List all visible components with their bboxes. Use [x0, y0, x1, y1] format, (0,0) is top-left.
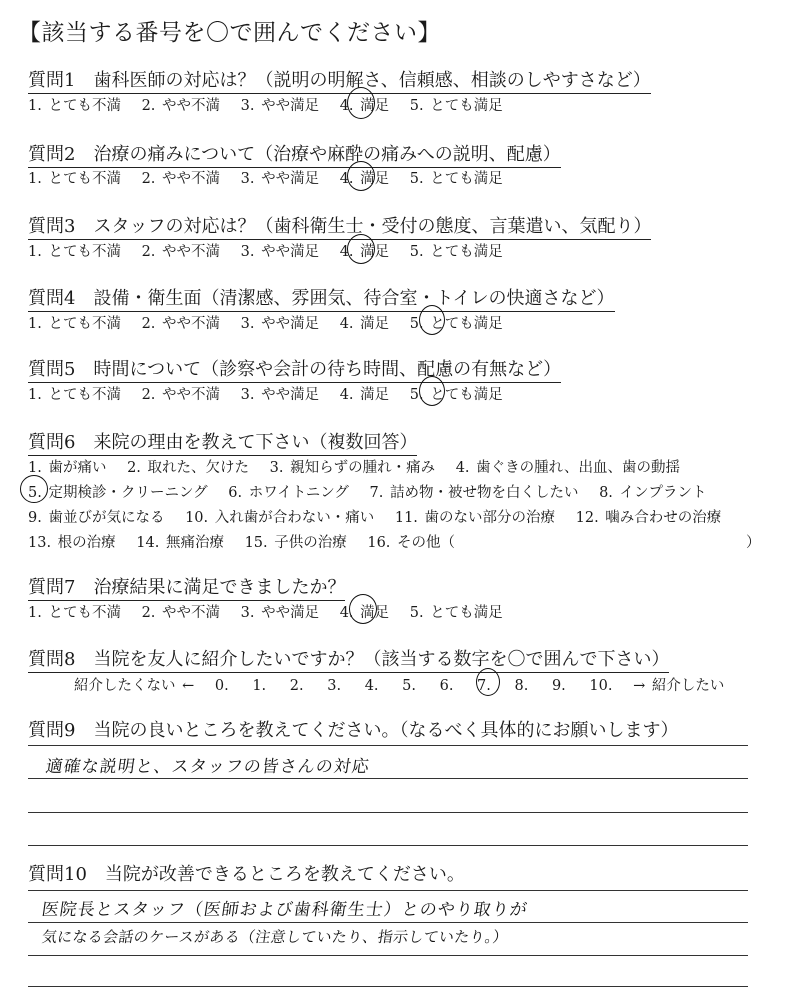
handwritten-answer-q10-line1[interactable]: 医院長とスタッフ（医師および歯科衛生士）とのやり取りが: [40, 900, 530, 920]
answer-circle-q8: [476, 668, 500, 696]
scale-option[interactable]: 1.: [252, 678, 267, 694]
answer-circle-q2: [347, 161, 375, 191]
answer-circle-q4: [419, 305, 445, 335]
answer-circle-q1: [347, 87, 375, 119]
answer-line: [28, 745, 748, 746]
option[interactable]: 2. やや不満: [141, 316, 221, 332]
scale-option[interactable]: 4.: [364, 678, 379, 694]
option[interactable]: 11. 歯のない部分の治療: [394, 510, 556, 526]
question-1-options: [28, 94, 517, 115]
option[interactable]: 5. 定期検診・クリーニング: [28, 485, 208, 501]
question-5-title: 質問5 時間について（診察や会計の待ち時間、配慮の有無など）: [28, 355, 561, 383]
option[interactable]: 5. とても満足: [409, 387, 503, 403]
option[interactable]: 15. 子供の治療: [244, 535, 347, 551]
answer-line: [28, 922, 748, 923]
option[interactable]: 3. やや満足: [240, 98, 320, 114]
answer-circle-q6: [20, 475, 48, 503]
answer-line: [28, 845, 748, 846]
option[interactable]: 2. やや不満: [141, 171, 221, 187]
question-2-options: [28, 167, 517, 188]
question-6-row4: [28, 531, 469, 552]
question-8-title: 質問8 当院を友人に紹介したいですか？（該当する数字を〇で囲んで下さい）: [28, 645, 669, 673]
scale-option[interactable]: 0.: [214, 678, 229, 694]
option[interactable]: 14. 無痛治療: [136, 535, 224, 551]
scale-right-label: → 紹介したい: [633, 678, 725, 694]
answer-line: [28, 812, 748, 813]
answer-line: [28, 986, 748, 987]
option[interactable]: 4. 満足: [339, 387, 390, 403]
option[interactable]: 5. とても満足: [409, 605, 503, 621]
scale-option[interactable]: 6.: [439, 678, 454, 694]
question-6-row3: [28, 506, 735, 527]
option[interactable]: 5. とても満足: [409, 98, 503, 114]
question-2-title: 質問2 治療の痛みについて（治療や麻酔の痛みへの説明、配慮）: [28, 140, 561, 168]
question-4-title: 質問4 設備・衛生面（清潔感、雰囲気、待合室・トイレの快適さなど）: [28, 284, 615, 312]
option[interactable]: 2. やや不満: [141, 605, 221, 621]
handwritten-answer-q10-line2[interactable]: 気になる会話のケースがある（注意していたり、指示していたり。）: [40, 928, 510, 946]
option[interactable]: 1. とても不満: [28, 605, 121, 621]
option[interactable]: 2. 取れた、欠けた: [127, 460, 250, 476]
option[interactable]: 4. 歯ぐきの腫れ、出血、歯の動揺: [455, 460, 680, 476]
scale-option[interactable]: 3.: [327, 678, 342, 694]
option[interactable]: 4. 満足: [339, 316, 390, 332]
question-1-title: 質問1 歯科医師の対応は？（説明の明解さ、信頼感、相談のしやすさなど）: [28, 66, 651, 94]
scale-option[interactable]: 9.: [551, 678, 566, 694]
option[interactable]: 2. やや不満: [141, 98, 221, 114]
scale-option[interactable]: 8.: [514, 678, 529, 694]
question-6-title: 質問6 来院の理由を教えて下さい（複数回答）: [28, 428, 417, 456]
answer-circle-q5: [419, 376, 445, 406]
option[interactable]: 5. とても満足: [409, 171, 503, 187]
answer-circle-q3: [347, 234, 375, 264]
question-10-title: 質問10 当院が改善できるところを教えてください。: [28, 864, 465, 885]
option[interactable]: 1. 歯が痛い: [28, 460, 107, 476]
option[interactable]: 10. 入れ歯が合わない・痛い: [185, 510, 375, 526]
question-6-row2: [28, 481, 721, 502]
option[interactable]: 1. とても不満: [28, 244, 121, 260]
option[interactable]: 1. とても不満: [28, 98, 121, 114]
option[interactable]: 12. 噛み合わせの治療: [575, 510, 722, 526]
answer-circle-q7: [349, 594, 377, 624]
question-3-options: [28, 240, 517, 261]
option[interactable]: 16. その他（: [367, 535, 456, 551]
option[interactable]: 1. とても不満: [28, 316, 121, 332]
option[interactable]: 5. とても満足: [409, 244, 503, 260]
scale-left-label: 紹介したくない ←: [74, 678, 195, 694]
option[interactable]: 2. やや不満: [141, 244, 221, 260]
handwritten-answer-q9[interactable]: 適確な説明と、スタッフの皆さんの対応: [44, 757, 372, 777]
answer-line: [28, 890, 748, 891]
option[interactable]: 3. 親知らずの腫れ・痛み: [269, 460, 436, 476]
option[interactable]: 3. やや満足: [240, 316, 320, 332]
option[interactable]: 4. 満足: [339, 244, 390, 260]
scale-option[interactable]: 10.: [589, 678, 613, 694]
question-3-title: 質問3 スタッフの対応は？（歯科衛生士・受付の態度、言葉遣い、気配り）: [28, 212, 651, 240]
option[interactable]: 3. やや満足: [240, 171, 320, 187]
option[interactable]: 3. やや満足: [240, 244, 320, 260]
option[interactable]: 4. 満足: [339, 605, 390, 621]
option[interactable]: 5. とても満足: [409, 316, 503, 332]
question-9-title: 質問9 当院の良いところを教えてください。（なるべく具体的にお願いします）: [28, 720, 679, 741]
question-7-title: 質問7 治療結果に満足できましたか？: [28, 573, 345, 601]
option[interactable]: 4. 満足: [339, 98, 390, 114]
option[interactable]: 8. インプラント: [599, 485, 707, 501]
scale-option[interactable]: 5.: [402, 678, 416, 694]
question-7-options: [28, 601, 517, 622]
option[interactable]: 7. 詰め物・被せ物を白くしたい: [369, 485, 579, 501]
form-heading: 【該当する番号を〇で囲んでください】: [18, 20, 441, 46]
scale-option[interactable]: 7.: [477, 678, 491, 694]
other-close-paren: ）: [746, 535, 761, 551]
option[interactable]: 1. とても不満: [28, 171, 121, 187]
option[interactable]: 3. やや満足: [240, 605, 320, 621]
question-8-scale: [74, 674, 724, 695]
option[interactable]: 13. 根の治療: [28, 535, 116, 551]
option[interactable]: 9. 歯並びが気になる: [28, 510, 165, 526]
option[interactable]: 1. とても不満: [28, 387, 121, 403]
answer-line: [28, 955, 748, 956]
scale-option[interactable]: 2.: [289, 678, 304, 694]
option[interactable]: 4. 満足: [339, 171, 390, 187]
option[interactable]: 3. やや満足: [240, 387, 320, 403]
answer-line: [28, 778, 748, 779]
question-6-row1: [28, 456, 694, 477]
option[interactable]: 2. やや不満: [141, 387, 221, 403]
option[interactable]: 6. ホワイトニング: [228, 485, 349, 501]
